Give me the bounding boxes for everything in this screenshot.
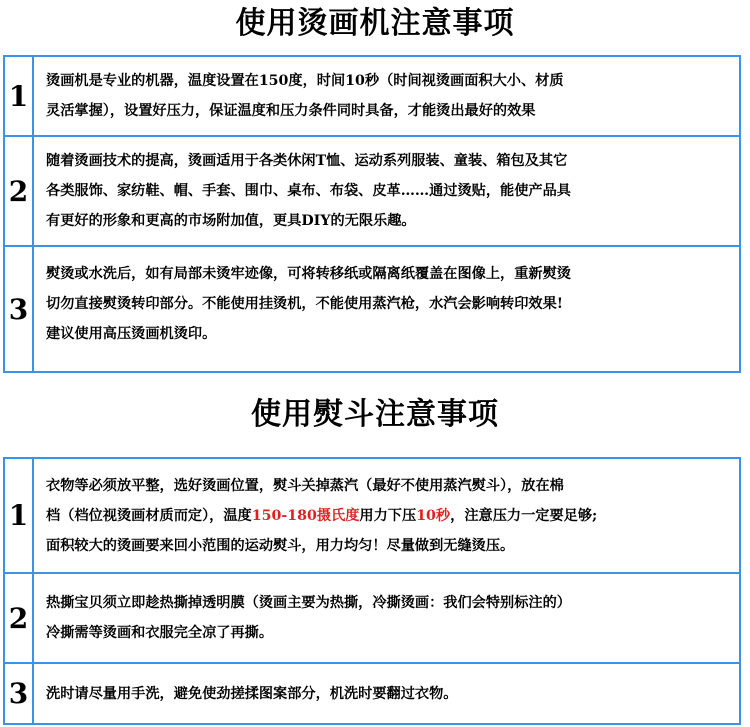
iron-notes-table bbox=[3, 457, 741, 725]
note-line: 衣物等必须放平整，选好烫画位置，熨斗关掉蒸汽（最好不使用蒸汽熨斗），放在棉 bbox=[46, 477, 564, 494]
note-segment: 用力下压 bbox=[359, 507, 417, 524]
note-line: 有更好的形象和更高的市场附加值，更具DIY的无限乐趣。 bbox=[46, 213, 416, 229]
temperature-highlight: 150-180 bbox=[251, 507, 317, 524]
note-text bbox=[46, 255, 725, 353]
table-row bbox=[5, 137, 739, 247]
note-line: 各类服饰、家纺鞋、帽、手套、围巾、桌布、布袋、皮革……通过烫贴，能使产品具 bbox=[46, 183, 571, 199]
table-row bbox=[5, 247, 739, 371]
note-line: 热撕宝贝须立即趁热撕掉透明膜（烫画主要为热撕，冷撕烫画：我们会特别标注的） bbox=[46, 595, 571, 611]
note-line bbox=[46, 501, 597, 531]
note-text bbox=[46, 143, 725, 239]
note-segment: 档（档位视烫画材质而定），温度 bbox=[46, 507, 252, 524]
table-row bbox=[5, 664, 739, 723]
note-line: 熨烫或水洗后，如有局部未烫牢迹像，可将转移纸或隔离纸覆盖在图像上，重新熨烫 bbox=[46, 266, 571, 282]
row-number: 2 bbox=[5, 137, 34, 245]
table-row bbox=[5, 57, 739, 137]
note-text bbox=[46, 64, 725, 128]
row-number: 1 bbox=[5, 459, 34, 572]
note-text bbox=[46, 580, 725, 656]
section-title-heat-press: 使用烫画机注意事项 bbox=[235, 6, 515, 41]
note-line: 冷撕需等烫画和衣服完全凉了再撕。 bbox=[46, 625, 274, 641]
note-line: 灵活掌握），设置好压力，保证温度和压力条件同时具备，才能烫出最好的效果 bbox=[46, 103, 536, 119]
note-segment: ，注意压力一定要足够; bbox=[450, 507, 598, 524]
note-text bbox=[46, 669, 725, 718]
note-line: 烫画机是专业的机器，温度设置在150度，时间10秒（时间视烫画面积大小、材质 bbox=[46, 73, 564, 89]
temperature-unit-highlight: 摄氏度 bbox=[316, 507, 360, 524]
table-row bbox=[5, 459, 739, 574]
row-number: 3 bbox=[5, 247, 34, 371]
row-number: 2 bbox=[5, 574, 34, 662]
note-line: 洗时请尽量用手洗，避免使劲搓揉图案部分，机洗时要翻过衣物。 bbox=[46, 685, 458, 702]
note-line: 随着烫画技术的提高，烫画适用于各类休闲T恤、运动系列服装、童装、箱包及其它 bbox=[46, 153, 568, 169]
row-number: 3 bbox=[5, 664, 34, 723]
table-row bbox=[5, 574, 739, 664]
note-line: 建议使用高压烫画机烫印。 bbox=[46, 326, 217, 342]
note-text bbox=[46, 467, 725, 564]
heat-press-notes-table bbox=[3, 55, 741, 373]
note-line: 面积较大的烫画要来回小范围的运动熨斗，用力均匀！尽量做到无缝烫压。 bbox=[46, 537, 515, 554]
note-line: 切勿直接熨烫转印部分。不能使用挂烫机，不能使用蒸汽枪，水汽会影响转印效果! bbox=[46, 296, 563, 312]
time-highlight: 10秒 bbox=[416, 507, 451, 524]
row-number: 1 bbox=[5, 57, 34, 135]
section-title-iron: 使用熨斗注意事项 bbox=[251, 397, 499, 432]
